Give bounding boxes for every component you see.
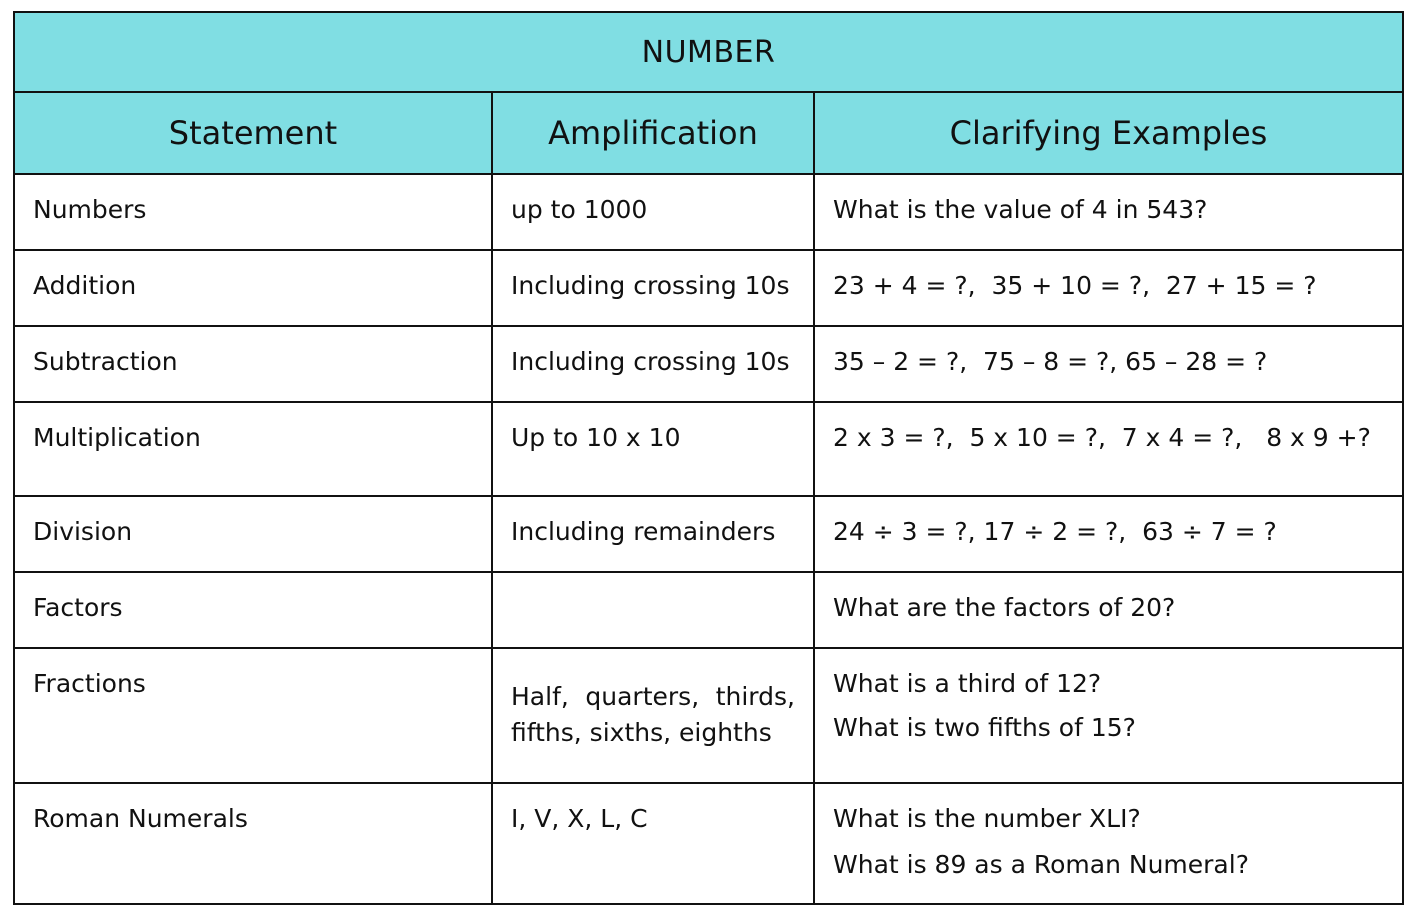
title-row [14,12,1403,92]
number-table [13,11,1404,905]
table-row-numbers [14,174,1403,250]
amplification-cell: Half, quarters, thirds, fifths, sixths, eighths [492,648,814,783]
examples-cell: 24 ÷ 3 = ?, 17 ÷ 2 = ?, 63 ÷ 7 = ? [814,496,1403,572]
header-statement: Statement [14,92,492,174]
examples-cell: What are the factors of 20? [814,572,1403,648]
table-row-multiplication [14,402,1403,496]
examples-cell: 35 – 2 = ?, 75 – 8 = ?, 65 – 28 = ? [814,326,1403,402]
statement-cell: Roman Numerals [14,783,492,904]
examples-cell: 23 + 4 = ?, 35 + 10 = ?, 27 + 15 = ? [814,250,1403,326]
statement-cell: Multiplication [14,402,492,496]
header-examples: Clarifying Examples [814,92,1403,174]
example-line: What is the number XLI? [833,804,1141,833]
amplification-cell: Including remainders [492,496,814,572]
header-row [14,92,1403,174]
table-row-factors [14,572,1403,648]
amplification-cell: Up to 10 x 10 [492,402,814,496]
statement-cell: Subtraction [14,326,492,402]
statement-cell: Factors [14,572,492,648]
table-row-addition [14,250,1403,326]
table-row-subtraction [14,326,1403,402]
statement-cell: Numbers [14,174,492,250]
amplification-cell: Including crossing 10s [492,326,814,402]
table-row-division [14,496,1403,572]
amplification-cell: Including crossing 10s [492,250,814,326]
example-line: What is a third of 12? [833,669,1102,698]
examples-cell [814,648,1403,783]
statement-cell: Division [14,496,492,572]
amplification-cell [492,572,814,648]
number-table-container [13,11,1404,905]
example-line: What is 89 as a Roman Numeral? [833,850,1249,879]
examples-cell: 2 x 3 = ?, 5 x 10 = ?, 7 x 4 = ?, 8 x 9 +? [814,402,1403,496]
amplification-cell: up to 1000 [492,174,814,250]
header-amplification: Amplification [492,92,814,174]
examples-cell: What is the value of 4 in 543? [814,174,1403,250]
examples-cell [814,783,1403,904]
example-line: What is two fifths of 15? [833,713,1136,742]
table-row-roman-numerals [14,783,1403,904]
statement-cell: Addition [14,250,492,326]
amplification-cell: I, V, X, L, C [492,783,814,904]
statement-cell: Fractions [14,648,492,783]
table-title: NUMBER [14,12,1403,92]
table-row-fractions [14,648,1403,783]
